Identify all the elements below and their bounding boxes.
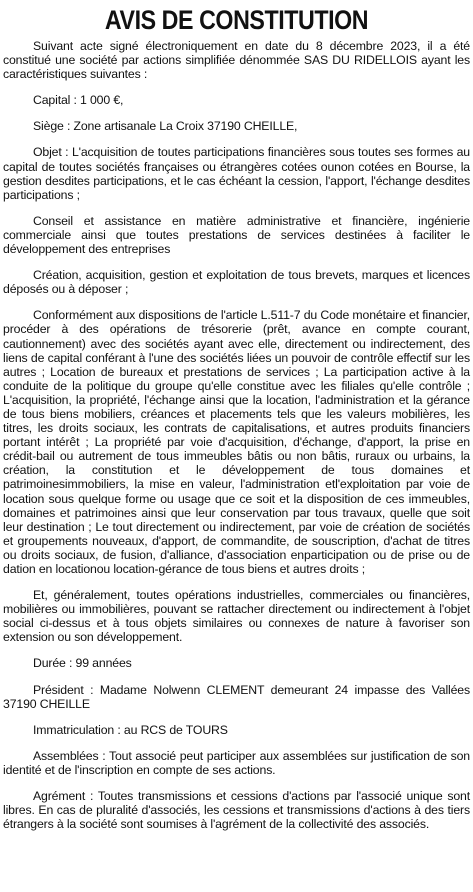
paragraph-conseil: Conseil et assistance en matière administrative et financière, ingénierie commerciale ainsi que toutes prestations de services destinées à faciliter le développement des entreprises [3,213,470,257]
paragraph-tresorerie: Conformément aux dispositions de l'article L.511-7 du Code monétaire et financier, procéder à des opérations de trésorerie (prêt, avance en compte courant, cautionnement) avec des sociétés ayant avec elle, directement ou indirectement, des liens de capital conférant à l'une des sociétés liées un pouvoir de contrôle effectif sur les autres ; Location de bureaux et prestations de services ; La participation active à la conduite de la politique du groupe qu'elle constitue avec les filiales qu'elle contrôle ; L'acquisition, la propriété, l'échange ainsi que la location, l'administration et la gérance de tous biens mobiliers, créances et placements tels que les valeurs mobilières, les titres, les droits sociaux, les contrats de capitalisations, et autres produits financiers portant intérêt ; La propriété par voie d'acquisition, d'échange, d'apport, la prise en crédit-bail ou autrement de tous immeubles bâtis ou non bâtis, ruraux ou urbains, la création, la constitution et le développement de tous domaines et patrimoinesimmobiliers, la mise en valeur, l'administration etl'exploitation par voie de location sous quelque forme ou usage que ce soit et la disposition de ces immeubles, domaines et patrimoines ainsi que leur conservation par tous travaux, quelle que soit leur destination ; Le tout directement ou indirectement, par voie de création de sociétés et groupements nouveaux, d'apport, de commandite, de souscription, d'achat de titres ou droits sociaux, de fusion, d'alliance, d'association enparticipation ou de prise ou de dation en locationou location-gérance de tous biens et autres droits ; [3,308,470,576]
paragraph-siege: Siège : Zone artisanale La Croix 37190 CHEILLE, [33,119,298,134]
paragraph-creation: Création, acquisition, gestion et exploitation de tous brevets, marques et licences déposés ou à déposer ; [3,268,470,297]
paragraph-capital: Capital : 1 000 €, [33,93,124,108]
paragraph-objet: Objet : L'acquisition de toutes participations financières sous toutes ses formes au capital de toutes sociétés françaises ou étrangères cotées ounon cotées en Bourse, la gestion desdites participations, et le cas échéant la cession, l'apport, l'échange desdites participations ; [3,145,470,202]
paragraph-generalement: Et, généralement, toutes opérations industrielles, commerciales ou financières, mobilières ou immobilières, pouvant se rattacher directement ou indirectement à l'objet social ci-dessus et à tous objets similaires ou connexes de nature à favoriser son extension ou son développement. [3,588,470,645]
paragraph-introduction: Suivant acte signé électroniquement en date du 8 décembre 2023, il a été constitué une société par actions simplifiée dénommée SAS DU RIDELLOIS ayant les caractéristiques suivantes : [3,39,470,82]
paragraph-president: Président : Madame Nolwenn CLEMENT demeurant 24 impasse des Vallées 37190 CHEILLE [3,682,470,711]
notice-body [3,39,470,831]
paragraph-assemblees: Assemblées : Tout associé peut participer aux assemblées sur justification de son identité et de l'inscription en compte de ses actions. [3,748,470,777]
paragraph-immatriculation: Immatriculation : au RCS de TOURS [33,722,228,737]
paragraph-agrement: Agrément : Toutes transmissions et cessions d'actions par l'associé unique sont libres. En cas de pluralité d'associés, les cessions et transmissions d'actions à des tiers étrangers à la société sont soumises à l'agrément de la collectivité des associés. [3,789,470,832]
paragraph-duree: Durée : 99 années [33,656,132,671]
notice-title: AVIS DE CONSTITUTION [104,5,369,35]
